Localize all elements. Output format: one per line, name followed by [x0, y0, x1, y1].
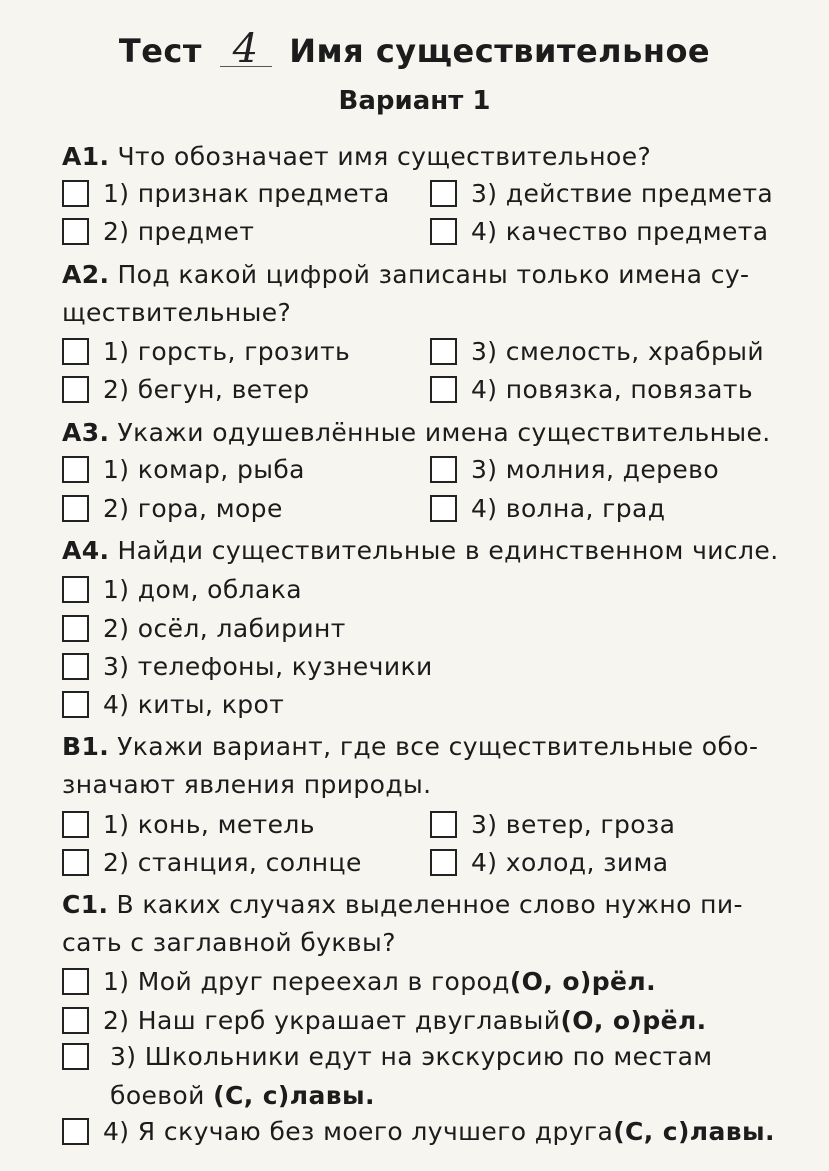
option-label: 3) действие предмета — [471, 178, 774, 208]
option-label: 4) Я скучаю без моего лучшего друга — [103, 1116, 614, 1146]
answer-option[interactable] — [430, 845, 668, 879]
answer-option[interactable] — [62, 687, 284, 721]
answer-option[interactable] — [430, 807, 675, 841]
answer-option[interactable] — [62, 611, 346, 645]
checkbox[interactable] — [430, 849, 457, 876]
question-text: Что обозначает имя существительное? — [117, 142, 652, 171]
answer-option[interactable] — [62, 807, 315, 841]
page-title — [0, 26, 829, 72]
question-text: Найди существительные в единственном числе. — [117, 536, 779, 565]
answer-option[interactable] — [62, 845, 362, 879]
answer-option[interactable] — [62, 372, 310, 406]
checkbox[interactable] — [62, 811, 89, 838]
option-label: 2) осёл, лабиринт — [103, 613, 346, 643]
question-number: А1. — [62, 142, 110, 171]
highlighted-word: (С, с)лавы. — [613, 1116, 775, 1146]
answer-option[interactable] — [62, 649, 433, 683]
answer-option[interactable] — [430, 334, 764, 368]
answer-option[interactable] — [430, 372, 753, 406]
question-number: А4. — [62, 536, 110, 565]
option-label: 1) горсть, грозить — [103, 336, 351, 366]
option-label: 4) киты, крот — [103, 689, 285, 719]
checkbox[interactable] — [62, 1118, 89, 1145]
option-label: 3) телефоны, кузнечики — [103, 651, 433, 681]
answer-option[interactable] — [62, 1003, 707, 1037]
question-a1 — [62, 138, 802, 176]
checkbox[interactable] — [62, 849, 89, 876]
answer-option[interactable] — [430, 452, 719, 486]
highlighted-word: (О, о)рёл. — [560, 1005, 707, 1035]
answer-option[interactable] — [62, 214, 254, 248]
question-text: Укажи одушевлённые имена существительные. — [117, 418, 771, 447]
option-label: 2) Наш герб украшает двуглавый — [103, 1005, 561, 1035]
answer-option[interactable] — [430, 214, 768, 248]
question-text-continued: ществительные? — [62, 298, 292, 327]
answer-option[interactable] — [62, 491, 283, 525]
answer-option[interactable] — [430, 176, 773, 210]
answer-option[interactable] — [62, 334, 350, 368]
checkbox[interactable] — [62, 218, 89, 245]
option-label: 1) дом, облака — [103, 574, 302, 604]
answer-option[interactable] — [62, 1114, 775, 1148]
question-b1 — [62, 728, 802, 804]
checkbox[interactable] — [62, 495, 89, 522]
question-number: С1. — [62, 890, 109, 919]
option-label: 1) признак предмета — [103, 178, 390, 208]
option-label: 4) качество предмета — [471, 216, 769, 246]
option-label: 3) ветер, гроза — [471, 809, 676, 839]
option-label: 4) волна, град — [471, 493, 666, 523]
option-label: 2) предмет — [103, 216, 255, 246]
question-number: А2. — [62, 260, 110, 289]
checkbox[interactable] — [430, 376, 457, 403]
answer-option[interactable] — [430, 491, 665, 525]
option-label: 2) станция, солнце — [103, 847, 362, 877]
handwritten-test-number[interactable]: 4 — [220, 32, 272, 67]
option-label: 3) Школьники едут на экскурсию по местам — [110, 1042, 713, 1071]
checkbox[interactable] — [62, 615, 89, 642]
checkbox[interactable] — [62, 338, 89, 365]
checkbox[interactable] — [62, 1043, 89, 1070]
checkbox[interactable] — [430, 495, 457, 522]
checkbox[interactable] — [430, 180, 457, 207]
option-label: 4) холод, зима — [471, 847, 669, 877]
question-text-continued: сать с заглавной буквы? — [62, 928, 396, 957]
option-label: 3) молния, дерево — [471, 454, 720, 484]
answer-option[interactable] — [62, 176, 390, 210]
question-number: А3. — [62, 418, 110, 447]
checkbox[interactable] — [62, 1007, 89, 1034]
checkbox[interactable] — [62, 576, 89, 603]
question-text-continued: значают явления природы. — [62, 770, 432, 799]
checkbox[interactable] — [62, 180, 89, 207]
checkbox[interactable] — [430, 338, 457, 365]
answer-option[interactable] — [62, 572, 302, 606]
option-label: 2) гора, море — [103, 493, 283, 523]
checkbox[interactable] — [62, 968, 89, 995]
option-label-continued: боевой — [110, 1081, 214, 1110]
answer-option[interactable] — [62, 1037, 802, 1115]
question-text: Укажи вариант, где все существительные обо- — [117, 732, 759, 761]
question-c1 — [62, 886, 802, 962]
highlighted-word: (О, о)рёл. — [509, 966, 656, 996]
option-label: 1) Мой друг переехал в город — [103, 966, 510, 996]
option-label: 1) конь, метель — [103, 809, 315, 839]
option-label: 4) повязка, повязать — [471, 374, 753, 404]
checkbox[interactable] — [62, 456, 89, 483]
option-label: 3) смелость, храбрый — [471, 336, 765, 366]
question-a2 — [62, 256, 802, 332]
title-suffix: Имя существительное — [289, 32, 711, 70]
variant-label: Вариант 1 — [338, 86, 491, 116]
option-label: 1) комар, рыба — [103, 454, 305, 484]
question-number: В1. — [62, 732, 110, 761]
checkbox[interactable] — [62, 691, 89, 718]
checkbox[interactable] — [430, 456, 457, 483]
checkbox[interactable] — [62, 376, 89, 403]
checkbox[interactable] — [430, 218, 457, 245]
answer-option[interactable] — [62, 964, 656, 998]
option-label: 2) бегун, ветер — [103, 374, 310, 404]
question-text: В каких случаях выделенное слово нужно пи- — [116, 890, 743, 919]
question-a4 — [62, 532, 802, 570]
checkbox[interactable] — [62, 653, 89, 680]
answer-option[interactable] — [62, 452, 305, 486]
title-prefix: Тест — [118, 32, 202, 70]
question-a3 — [62, 414, 802, 452]
question-text: Под какой цифрой записаны только имена су- — [117, 260, 750, 289]
highlighted-word: (С, с)лавы. — [213, 1081, 375, 1110]
checkbox[interactable] — [430, 811, 457, 838]
